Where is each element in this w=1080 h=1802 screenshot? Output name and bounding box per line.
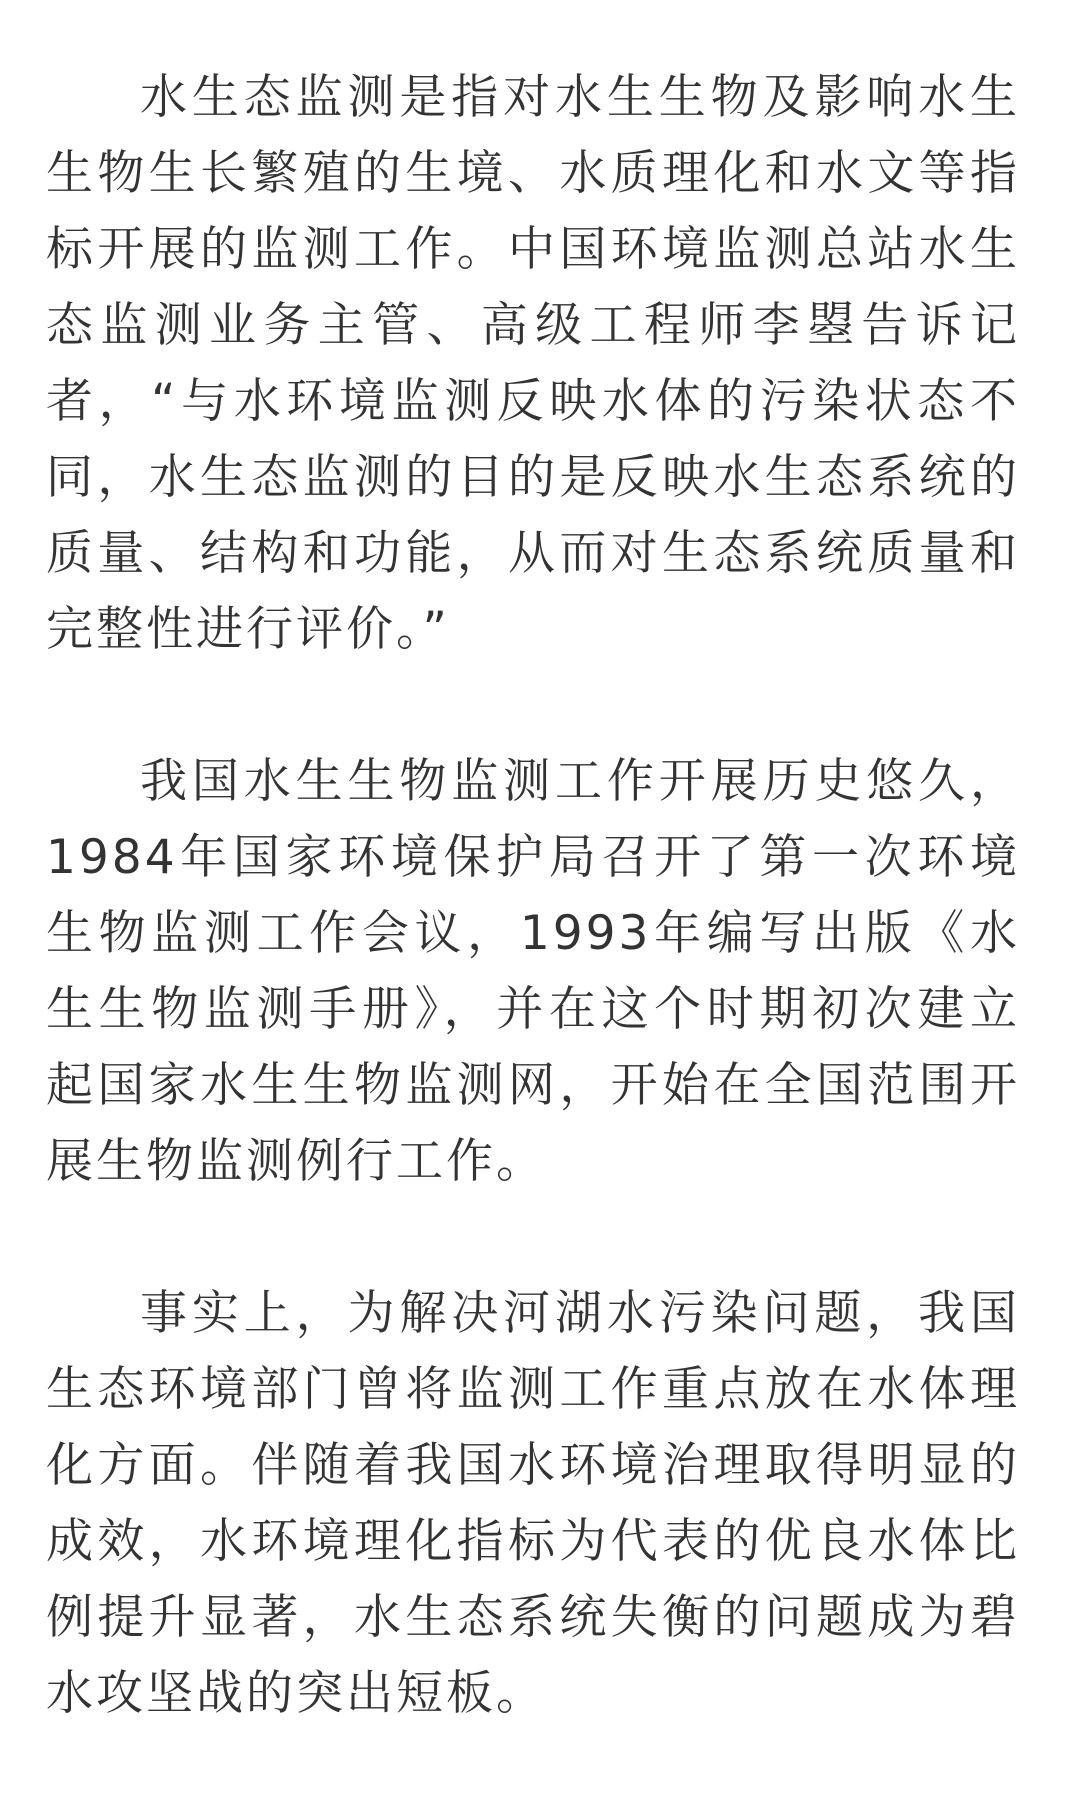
article-body [46,60,1020,1732]
paragraph-2: 我国水生生物监测工作开展历史悠久，1984年国家环境保护局召开了第一次环境生物监测工作会议，1993年编写出版《水生生物监测手册》，并在这个时期初次建立起国家水生生物监测网，开始在全国范围开展生物监测例行工作。 [46,754,1020,1189]
paragraph-3: 事实上，为解决河湖水污染问题，我国生态环境部门曾将监测工作重点放在水体理化方面。伴随着我国水环境治理取得明显的成效，水环境理化指标为代表的优良水体比例提升显著，水生态系统失衡的问题成为碧水攻坚战的突出短板。 [46,1286,1020,1721]
paragraph-1: 水生态监测是指对水生生物及影响水生生物生长繁殖的生境、水质理化和水文等指标开展的监测工作。中国环境监测总站水生态监测业务主管、高级工程师李曌告诉记者，“与水环境监测反映水体的污染状态不同，水生态监测的目的是反映水生态系统的质量、结构和功能，从而对生态系统质量和完整性进行评价。” [46,70,1020,657]
